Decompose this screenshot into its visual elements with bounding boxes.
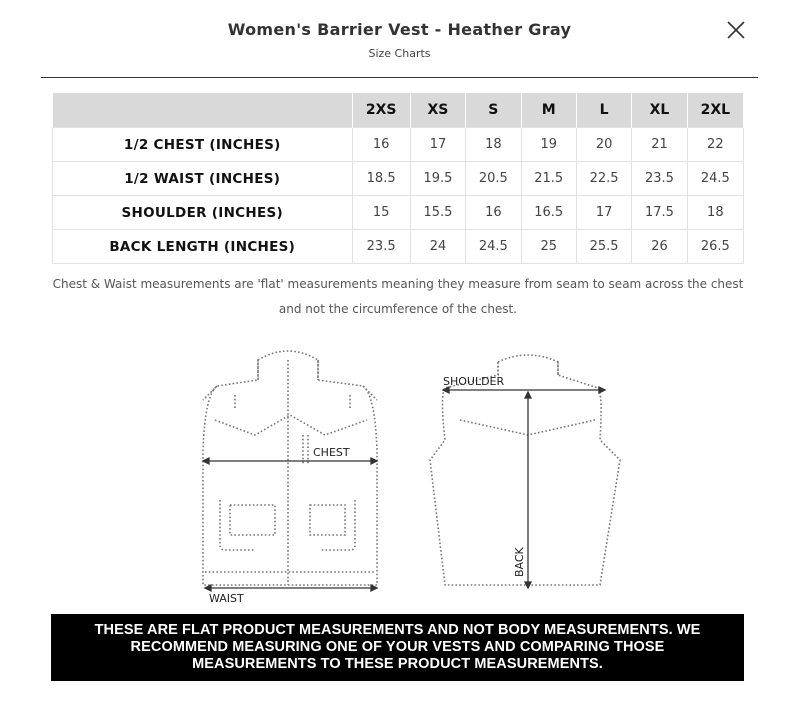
close-button[interactable] [724,18,748,42]
size-column-header: XS [410,93,465,128]
table-cell: 15 [352,196,410,230]
table-cell: 17.5 [632,196,687,230]
table-cell: 16 [352,128,410,162]
table-cell: 17 [576,196,631,230]
table-cell: 21 [632,128,687,162]
table-header-blank [53,93,353,128]
table-cell: 25.5 [576,230,631,264]
row-label: 1/2 WAIST (INCHES) [53,162,353,196]
vest-measurement-diagram [195,340,635,610]
table-row [53,128,744,162]
table-cell: 24.5 [687,162,743,196]
size-chart-table [52,93,744,264]
header-divider [41,77,758,78]
table-cell: 15.5 [410,196,465,230]
row-label: SHOULDER (INCHES) [53,196,353,230]
size-column-header: 2XS [352,93,410,128]
close-icon [724,18,748,42]
table-cell: 25 [521,230,576,264]
table-cell: 19 [521,128,576,162]
size-column-header: M [521,93,576,128]
table-cell: 22.5 [576,162,631,196]
table-header-row [53,93,744,128]
table-cell: 20 [576,128,631,162]
size-column-header: S [466,93,521,128]
table-cell: 26 [632,230,687,264]
modal-subtitle: Size Charts [368,47,431,60]
table-row [53,196,744,230]
table-cell: 26.5 [687,230,743,264]
row-label: 1/2 CHEST (INCHES) [53,128,353,162]
waist-label: WAIST [209,592,244,605]
banner-text: THESE ARE FLAT PRODUCT MEASUREMENTS AND NOT BODY MEASUREMENTS. WE RECOMMEND MEASURING ONE OF YOUR VESTS AND COMPARING THOSE MEASUREMENTS TO THESE PRODUCT MEASUREMENTS. [94,622,701,672]
table-cell: 18 [466,128,521,162]
table-cell: 24 [410,230,465,264]
table-cell: 21.5 [521,162,576,196]
flat-measurement-banner [51,614,744,681]
table-cell: 20.5 [466,162,521,196]
table-cell: 19.5 [410,162,465,196]
table-cell: 17 [410,128,465,162]
size-column-header: XL [632,93,687,128]
size-column-header: L [576,93,631,128]
chest-label: CHEST [313,446,350,459]
table-cell: 18 [687,196,743,230]
table-cell: 23.5 [632,162,687,196]
table-cell: 23.5 [352,230,410,264]
table-cell: 16 [466,196,521,230]
table-cell: 22 [687,128,743,162]
table-cell: 24.5 [466,230,521,264]
table-row [53,162,744,196]
size-column-header: 2XL [687,93,743,128]
table-cell: 16.5 [521,196,576,230]
modal-title: Women's Barrier Vest - Heather Gray [227,20,572,39]
table-cell: 18.5 [352,162,410,196]
back-label: BACK [513,547,526,577]
row-label: BACK LENGTH (INCHES) [53,230,353,264]
shoulder-label: SHOULDER [443,375,505,388]
measurement-note: Chest & Waist measurements are 'flat' measurements meaning they measure from seam to seam across the chest and not the circumference of the chest. [52,277,744,316]
table-row [53,230,744,264]
